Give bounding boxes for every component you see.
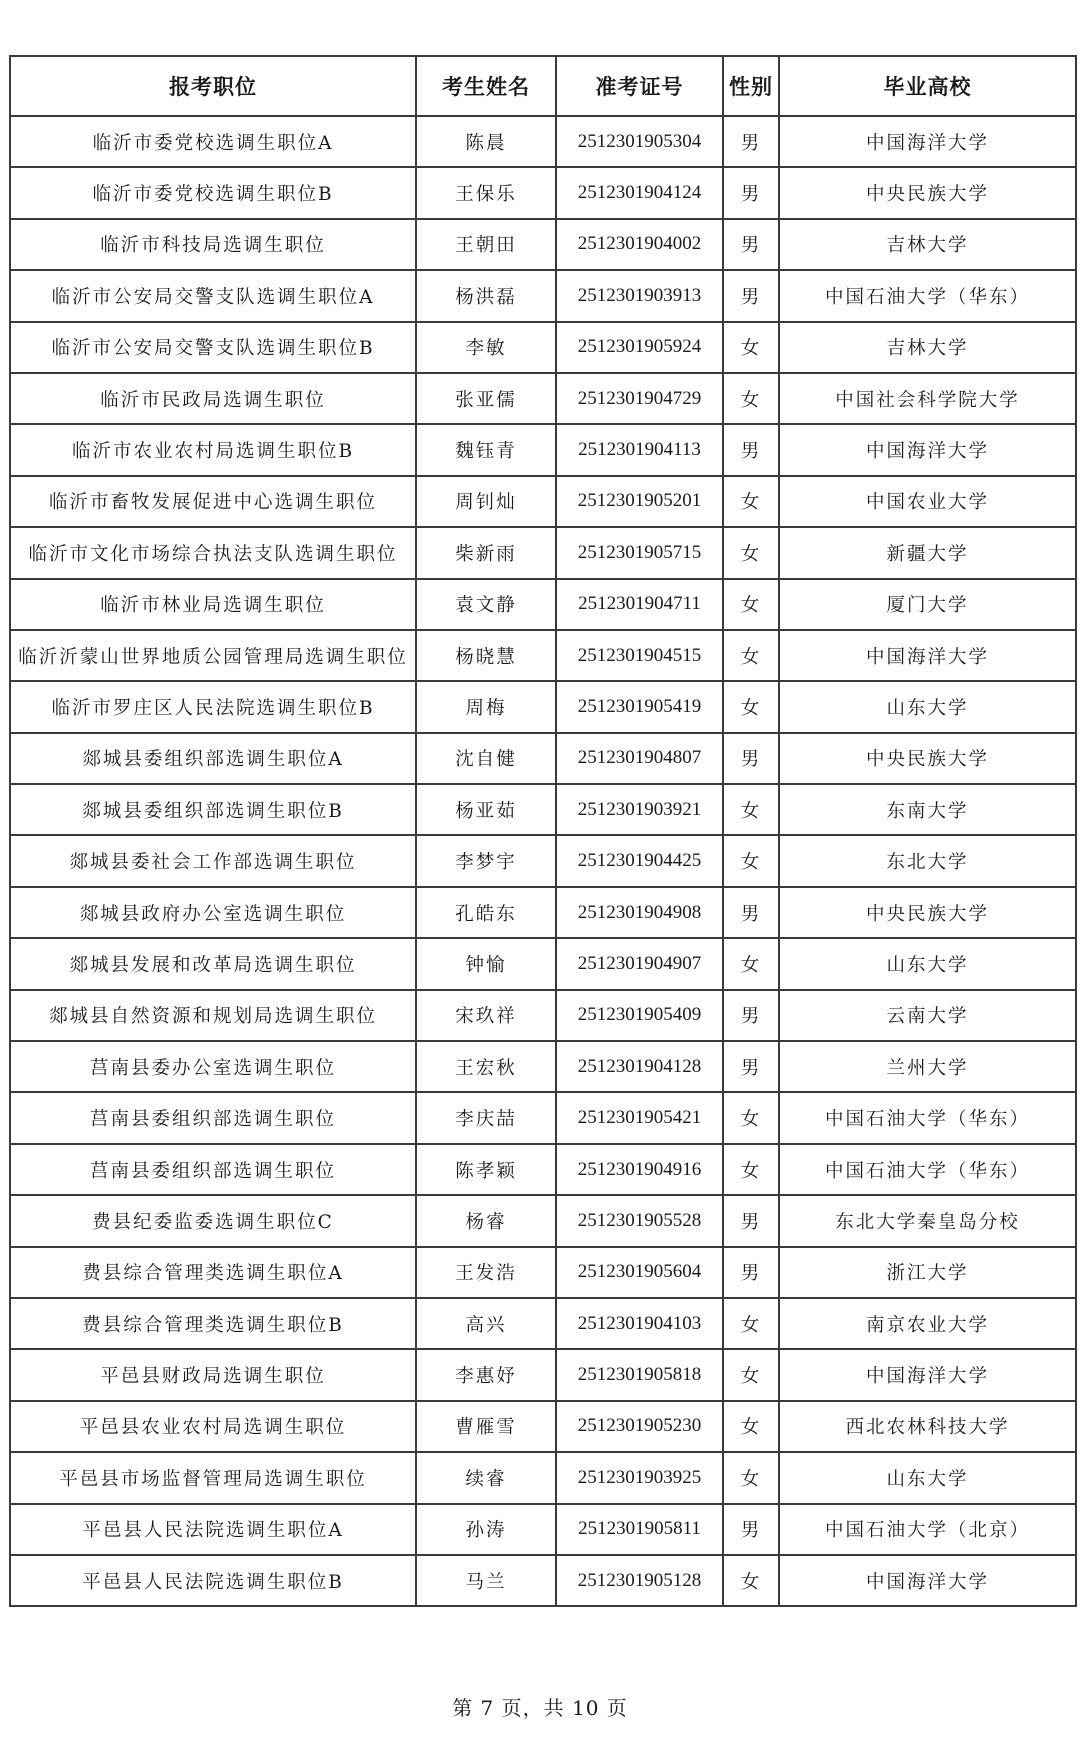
cell-university: 中国石油大学（北京）: [779, 1504, 1076, 1555]
cell-university: 山东大学: [779, 1452, 1076, 1503]
cell-university: 中国海洋大学: [779, 1349, 1076, 1400]
table-row: [10, 1401, 1076, 1452]
table-row: [10, 424, 1076, 475]
cell-gender: 男: [723, 887, 779, 938]
cell-university: 中国海洋大学: [779, 1555, 1076, 1606]
cell-university: 中央民族大学: [779, 733, 1076, 784]
cell-gender: 女: [723, 1555, 779, 1606]
cell-position: 临沂市文化市场综合执法支队选调生职位: [10, 527, 416, 578]
cell-exam-id: 2512301905230: [556, 1401, 723, 1452]
cell-gender: 男: [723, 424, 779, 475]
cell-gender: 女: [723, 579, 779, 630]
table-row: [10, 116, 1076, 167]
table-row: [10, 1092, 1076, 1143]
cell-exam-id: 2512301904002: [556, 219, 723, 270]
cell-gender: 女: [723, 784, 779, 835]
table-row: [10, 938, 1076, 989]
cell-position: 莒南县委办公室选调生职位: [10, 1041, 416, 1092]
cell-position: 郯城县委社会工作部选调生职位: [10, 835, 416, 886]
cell-position: 郯城县委组织部选调生职位A: [10, 733, 416, 784]
cell-exam-id: 2512301904425: [556, 835, 723, 886]
header-university: 毕业高校: [779, 56, 1076, 116]
table-row: [10, 681, 1076, 732]
cell-gender: 女: [723, 1298, 779, 1349]
table-row: [10, 1144, 1076, 1195]
cell-position: 平邑县人民法院选调生职位B: [10, 1555, 416, 1606]
cell-position: 临沂市公安局交警支队选调生职位B: [10, 322, 416, 373]
cell-university: 中国农业大学: [779, 476, 1076, 527]
cell-university: 中国社会科学院大学: [779, 373, 1076, 424]
cell-exam-id: 2512301904124: [556, 167, 723, 218]
cell-name: 魏钰青: [416, 424, 556, 475]
cell-position: 平邑县市场监督管理局选调生职位: [10, 1452, 416, 1503]
header-row: [10, 56, 1076, 116]
table-row: [10, 373, 1076, 424]
cell-university: 东北大学: [779, 835, 1076, 886]
table-row: [10, 1504, 1076, 1555]
cell-university: 吉林大学: [779, 322, 1076, 373]
cell-exam-id: 2512301904113: [556, 424, 723, 475]
cell-university: 厦门大学: [779, 579, 1076, 630]
cell-gender: 女: [723, 681, 779, 732]
table-row: [10, 167, 1076, 218]
cell-gender: 男: [723, 270, 779, 321]
table-row: [10, 270, 1076, 321]
header-name: 考生姓名: [416, 56, 556, 116]
cell-name: 王朝田: [416, 219, 556, 270]
cell-exam-id: 2512301904907: [556, 938, 723, 989]
cell-exam-id: 2512301903921: [556, 784, 723, 835]
cell-position: 临沂沂蒙山世界地质公园管理局选调生职位: [10, 630, 416, 681]
cell-university: 中国石油大学（华东）: [779, 1092, 1076, 1143]
cell-university: 中央民族大学: [779, 887, 1076, 938]
cell-university: 兰州大学: [779, 1041, 1076, 1092]
cell-exam-id: 2512301904711: [556, 579, 723, 630]
cell-position: 费县综合管理类选调生职位A: [10, 1247, 416, 1298]
cell-gender: 女: [723, 630, 779, 681]
cell-university: 中国海洋大学: [779, 424, 1076, 475]
table-row: [10, 219, 1076, 270]
table-header: [10, 56, 1076, 116]
table-row: [10, 1041, 1076, 1092]
cell-gender: 女: [723, 1092, 779, 1143]
cell-name: 杨洪磊: [416, 270, 556, 321]
cell-gender: 男: [723, 116, 779, 167]
cell-name: 王宏秋: [416, 1041, 556, 1092]
cell-position: 费县综合管理类选调生职位B: [10, 1298, 416, 1349]
cell-name: 王发浩: [416, 1247, 556, 1298]
cell-exam-id: 2512301904515: [556, 630, 723, 681]
cell-university: 中国海洋大学: [779, 116, 1076, 167]
cell-gender: 男: [723, 1504, 779, 1555]
cell-university: 新疆大学: [779, 527, 1076, 578]
cell-gender: 男: [723, 1247, 779, 1298]
cell-exam-id: 2512301904908: [556, 887, 723, 938]
cell-name: 马兰: [416, 1555, 556, 1606]
cell-exam-id: 2512301905128: [556, 1555, 723, 1606]
header-exam-id: 准考证号: [556, 56, 723, 116]
cell-exam-id: 2512301904128: [556, 1041, 723, 1092]
cell-exam-id: 2512301905409: [556, 990, 723, 1041]
cell-university: 中国石油大学（华东）: [779, 1144, 1076, 1195]
table-body: [10, 116, 1076, 1606]
cell-exam-id: 2512301905421: [556, 1092, 723, 1143]
cell-exam-id: 2512301905924: [556, 322, 723, 373]
cell-position: 平邑县财政局选调生职位: [10, 1349, 416, 1400]
header-gender: 性别: [723, 56, 779, 116]
cell-exam-id: 2512301905811: [556, 1504, 723, 1555]
cell-exam-id: 2512301903925: [556, 1452, 723, 1503]
cell-exam-id: 2512301905715: [556, 527, 723, 578]
cell-position: 临沂市委党校选调生职位B: [10, 167, 416, 218]
cell-name: 周梅: [416, 681, 556, 732]
cell-position: 平邑县人民法院选调生职位A: [10, 1504, 416, 1555]
table-row: [10, 1195, 1076, 1246]
cell-position: 郯城县政府办公室选调生职位: [10, 887, 416, 938]
table-row: [10, 1298, 1076, 1349]
cell-name: 李梦宇: [416, 835, 556, 886]
page-number: 第 7 页，共 10 页: [452, 1696, 628, 1720]
cell-gender: 男: [723, 167, 779, 218]
cell-exam-id: 2512301904729: [556, 373, 723, 424]
cell-university: 山东大学: [779, 681, 1076, 732]
table-row: [10, 1555, 1076, 1606]
cell-name: 续睿: [416, 1452, 556, 1503]
cell-name: 李庆喆: [416, 1092, 556, 1143]
header-position: 报考职位: [10, 56, 416, 116]
cell-position: 费县纪委监委选调生职位C: [10, 1195, 416, 1246]
cell-university: 东南大学: [779, 784, 1076, 835]
table-row: [10, 1247, 1076, 1298]
cell-exam-id: 2512301905304: [556, 116, 723, 167]
cell-name: 杨睿: [416, 1195, 556, 1246]
cell-exam-id: 2512301905201: [556, 476, 723, 527]
table-row: [10, 784, 1076, 835]
table-row: [10, 322, 1076, 373]
cell-gender: 女: [723, 476, 779, 527]
cell-gender: 女: [723, 938, 779, 989]
cell-university: 南京农业大学: [779, 1298, 1076, 1349]
cell-university: 西北农林科技大学: [779, 1401, 1076, 1452]
cell-gender: 女: [723, 1349, 779, 1400]
candidate-table: [9, 55, 1077, 1607]
cell-position: 临沂市罗庄区人民法院选调生职位B: [10, 681, 416, 732]
cell-gender: 男: [723, 733, 779, 784]
cell-university: 中国海洋大学: [779, 630, 1076, 681]
cell-gender: 男: [723, 219, 779, 270]
cell-gender: 女: [723, 322, 779, 373]
cell-name: 孙涛: [416, 1504, 556, 1555]
cell-university: 中央民族大学: [779, 167, 1076, 218]
cell-name: 高兴: [416, 1298, 556, 1349]
table-row: [10, 887, 1076, 938]
cell-name: 杨亚茹: [416, 784, 556, 835]
cell-university: 中国石油大学（华东）: [779, 270, 1076, 321]
cell-position: 郯城县发展和改革局选调生职位: [10, 938, 416, 989]
cell-name: 柴新雨: [416, 527, 556, 578]
cell-name: 陈晨: [416, 116, 556, 167]
cell-gender: 男: [723, 1195, 779, 1246]
cell-position: 莒南县委组织部选调生职位: [10, 1092, 416, 1143]
cell-university: 云南大学: [779, 990, 1076, 1041]
cell-position: 临沂市委党校选调生职位A: [10, 116, 416, 167]
cell-position: 郯城县委组织部选调生职位B: [10, 784, 416, 835]
cell-position: 临沂市林业局选调生职位: [10, 579, 416, 630]
cell-name: 王保乐: [416, 167, 556, 218]
cell-name: 曹雁雪: [416, 1401, 556, 1452]
table-row: [10, 835, 1076, 886]
cell-name: 袁文静: [416, 579, 556, 630]
table-row: [10, 733, 1076, 784]
cell-name: 杨晓慧: [416, 630, 556, 681]
table-row: [10, 476, 1076, 527]
cell-exam-id: 2512301905818: [556, 1349, 723, 1400]
cell-position: 莒南县委组织部选调生职位: [10, 1144, 416, 1195]
cell-gender: 男: [723, 990, 779, 1041]
cell-university: 山东大学: [779, 938, 1076, 989]
cell-name: 周钊灿: [416, 476, 556, 527]
table-row: [10, 630, 1076, 681]
cell-university: 浙江大学: [779, 1247, 1076, 1298]
cell-exam-id: 2512301904916: [556, 1144, 723, 1195]
cell-exam-id: 2512301904103: [556, 1298, 723, 1349]
cell-position: 临沂市农业农村局选调生职位B: [10, 424, 416, 475]
cell-name: 钟愉: [416, 938, 556, 989]
cell-name: 陈孝颖: [416, 1144, 556, 1195]
cell-name: 李敏: [416, 322, 556, 373]
cell-position: 平邑县农业农村局选调生职位: [10, 1401, 416, 1452]
cell-exam-id: 2512301903913: [556, 270, 723, 321]
table-row: [10, 1452, 1076, 1503]
table-row: [10, 1349, 1076, 1400]
cell-gender: 男: [723, 1041, 779, 1092]
cell-gender: 女: [723, 527, 779, 578]
cell-gender: 女: [723, 1452, 779, 1503]
cell-name: 孔皓东: [416, 887, 556, 938]
cell-exam-id: 2512301904807: [556, 733, 723, 784]
table-row: [10, 990, 1076, 1041]
cell-name: 张亚儒: [416, 373, 556, 424]
cell-position: 临沂市民政局选调生职位: [10, 373, 416, 424]
cell-exam-id: 2512301905528: [556, 1195, 723, 1246]
cell-gender: 女: [723, 835, 779, 886]
cell-position: 临沂市科技局选调生职位: [10, 219, 416, 270]
cell-university: 吉林大学: [779, 219, 1076, 270]
cell-exam-id: 2512301905604: [556, 1247, 723, 1298]
cell-university: 东北大学秦皇岛分校: [779, 1195, 1076, 1246]
cell-gender: 女: [723, 1401, 779, 1452]
cell-name: 李惠妤: [416, 1349, 556, 1400]
cell-position: 临沂市公安局交警支队选调生职位A: [10, 270, 416, 321]
cell-exam-id: 2512301905419: [556, 681, 723, 732]
cell-position: 郯城县自然资源和规划局选调生职位: [10, 990, 416, 1041]
table-row: [10, 527, 1076, 578]
table-row: [10, 579, 1076, 630]
cell-gender: 女: [723, 1144, 779, 1195]
cell-name: 沈自健: [416, 733, 556, 784]
cell-gender: 女: [723, 373, 779, 424]
cell-position: 临沂市畜牧发展促进中心选调生职位: [10, 476, 416, 527]
cell-name: 宋玖祥: [416, 990, 556, 1041]
